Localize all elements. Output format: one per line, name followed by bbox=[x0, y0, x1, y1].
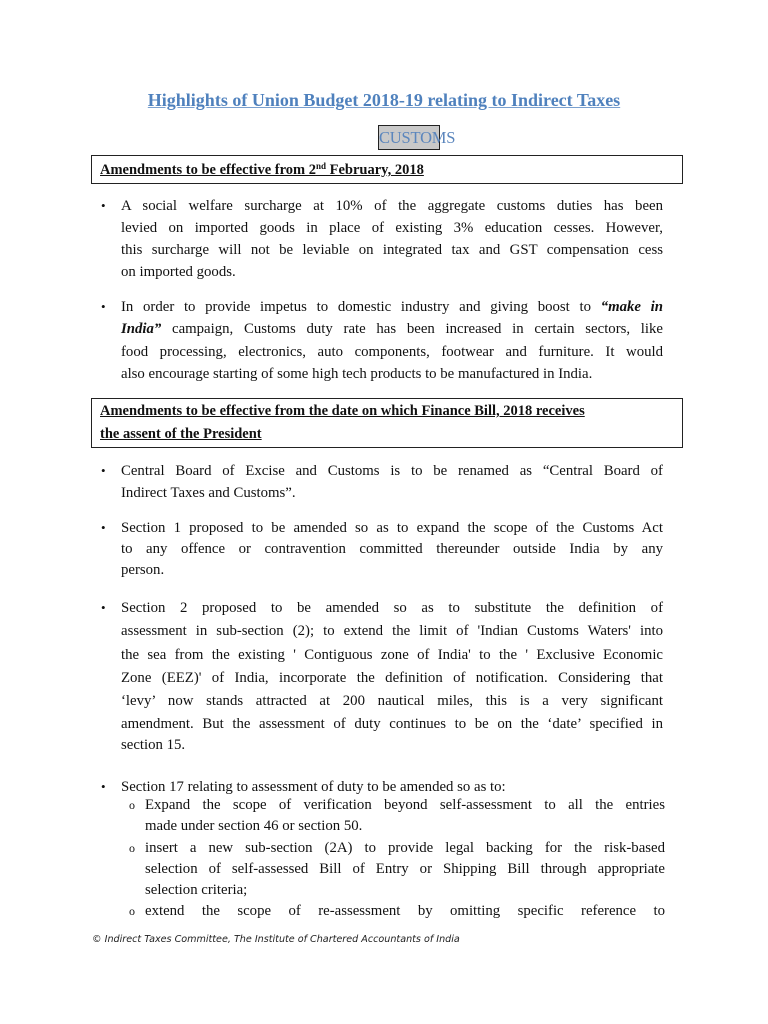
text-line bbox=[121, 299, 663, 316]
heading-text: February, 2018 bbox=[325, 162, 424, 178]
sub-bullet-icon: o bbox=[129, 904, 135, 918]
text-line bbox=[121, 623, 663, 640]
text-segment: selection of self-assessed Bill of Entry or Shipping Bill through appropriate bbox=[145, 861, 665, 877]
emphasis-text: India” bbox=[121, 321, 162, 337]
amendment-heading-1 bbox=[100, 161, 424, 179]
text-segment: person. bbox=[121, 562, 165, 578]
text-segment: Indirect Taxes and Customs”. bbox=[121, 485, 296, 501]
text-segment: levied on imported goods in place of existing 3% education cesses. However, bbox=[121, 220, 663, 236]
text-line bbox=[121, 463, 663, 480]
text-segment: insert a new sub-section (2A) to provide legal backing for the risk-based bbox=[145, 840, 665, 856]
text-segment: Section 2 proposed to be amended so as to substitute the definition of bbox=[121, 600, 663, 616]
text-line bbox=[121, 344, 663, 361]
amendment-heading-box-2 bbox=[91, 398, 683, 448]
ordinal-suffix: nd bbox=[315, 161, 326, 171]
bullet-icon: • bbox=[101, 520, 106, 535]
text-segment: In order to provide impetus to domestic industry and giving boost to bbox=[121, 299, 601, 315]
text-line bbox=[145, 818, 665, 835]
text-line bbox=[121, 198, 663, 215]
text-segment: ‘levy’ now stands attracted at 200 nautical miles, this is a very significant bbox=[121, 693, 663, 709]
text-segment: section 15. bbox=[121, 737, 186, 753]
text-segment: the sea from the existing ' Contiguous zone of India' to the ' Exclusive Economic bbox=[121, 647, 663, 663]
text-segment: also encourage starting of some high tech products to be manufactured in India. bbox=[121, 366, 593, 382]
text-segment: Section 1 proposed to be amended so as to expand the scope of the Customs Act bbox=[121, 520, 663, 536]
text-segment: amendment. But the assessment of duty continues to be on the ‘date’ specified in bbox=[121, 716, 663, 732]
footer-copyright: © Indirect Taxes Committee, The Institute of Chartered Accountants of India bbox=[92, 934, 460, 945]
text-segment: Expand the scope of verification beyond self-assessment to all the entries bbox=[145, 797, 665, 813]
text-line bbox=[121, 321, 663, 338]
text-line bbox=[145, 840, 665, 857]
text-segment: food processing, electronics, auto components, footwear and furniture. It would bbox=[121, 344, 663, 360]
text-segment: to any offence or contravention committed thereunder outside India by any bbox=[121, 541, 663, 557]
sub-bullet-icon: o bbox=[129, 841, 135, 855]
text-segment: extend the scope of re-assessment by omitting specific reference to bbox=[145, 903, 665, 919]
page-title: Highlights of Union Budget 2018-19 relating to Indirect Taxes bbox=[147, 90, 621, 110]
text-line bbox=[145, 882, 665, 899]
text-line bbox=[121, 562, 663, 579]
text-line bbox=[121, 366, 663, 383]
text-line bbox=[121, 520, 663, 537]
text-segment: on imported goods. bbox=[121, 264, 236, 280]
text-line bbox=[121, 647, 663, 664]
text-segment: assessment in sub-section (2); to extend the limit of 'Indian Customs Waters' into bbox=[121, 623, 663, 639]
text-line bbox=[121, 693, 663, 710]
text-line bbox=[145, 861, 665, 878]
text-line bbox=[121, 779, 663, 796]
text-line bbox=[121, 264, 663, 281]
text-segment: Central Board of Excise and Customs is to be renamed as “Central Board of bbox=[121, 463, 663, 479]
bullet-icon: • bbox=[101, 600, 106, 615]
amendment-heading-2-line: Amendments to be effective from the date on which Finance Bill, 2018 receives bbox=[100, 403, 585, 419]
text-segment: this surcharge will not be leviable on integrated tax and GST compensation cess bbox=[121, 242, 663, 258]
text-segment: Zone (EEZ)' of India, incorporate the definition of notification. Considering that bbox=[121, 670, 663, 686]
text-line bbox=[121, 737, 663, 754]
text-line bbox=[121, 242, 663, 259]
bullet-icon: • bbox=[101, 299, 106, 314]
text-line bbox=[121, 541, 663, 558]
text-line bbox=[121, 670, 663, 687]
text-line bbox=[121, 600, 663, 617]
text-segment: A social welfare surcharge at 10% of the aggregate customs duties has been bbox=[121, 198, 663, 214]
text-line bbox=[121, 220, 663, 237]
text-line bbox=[121, 716, 663, 733]
text-segment: campaign, Customs duty rate has been increased in certain sectors, like bbox=[161, 321, 663, 337]
text-segment: Section 17 relating to assessment of duty to be amended so as to: bbox=[121, 779, 506, 795]
text-segment: made under section 46 or section 50. bbox=[145, 818, 363, 834]
bullet-icon: • bbox=[101, 779, 106, 794]
bullet-icon: • bbox=[101, 463, 106, 478]
amendment-heading-box-1 bbox=[91, 155, 683, 184]
text-line bbox=[145, 903, 665, 920]
text-line bbox=[121, 485, 663, 502]
emphasis-text: “make in bbox=[600, 299, 663, 315]
amendment-heading-2-line: the assent of the President bbox=[100, 426, 262, 442]
heading-text: Amendments to be effective from 2 bbox=[100, 162, 316, 178]
section-heading-customs: CUSTOMS bbox=[378, 125, 440, 150]
text-line bbox=[145, 797, 665, 814]
sub-bullet-icon: o bbox=[129, 798, 135, 812]
bullet-icon: • bbox=[101, 198, 106, 213]
text-segment: selection criteria; bbox=[145, 882, 248, 898]
